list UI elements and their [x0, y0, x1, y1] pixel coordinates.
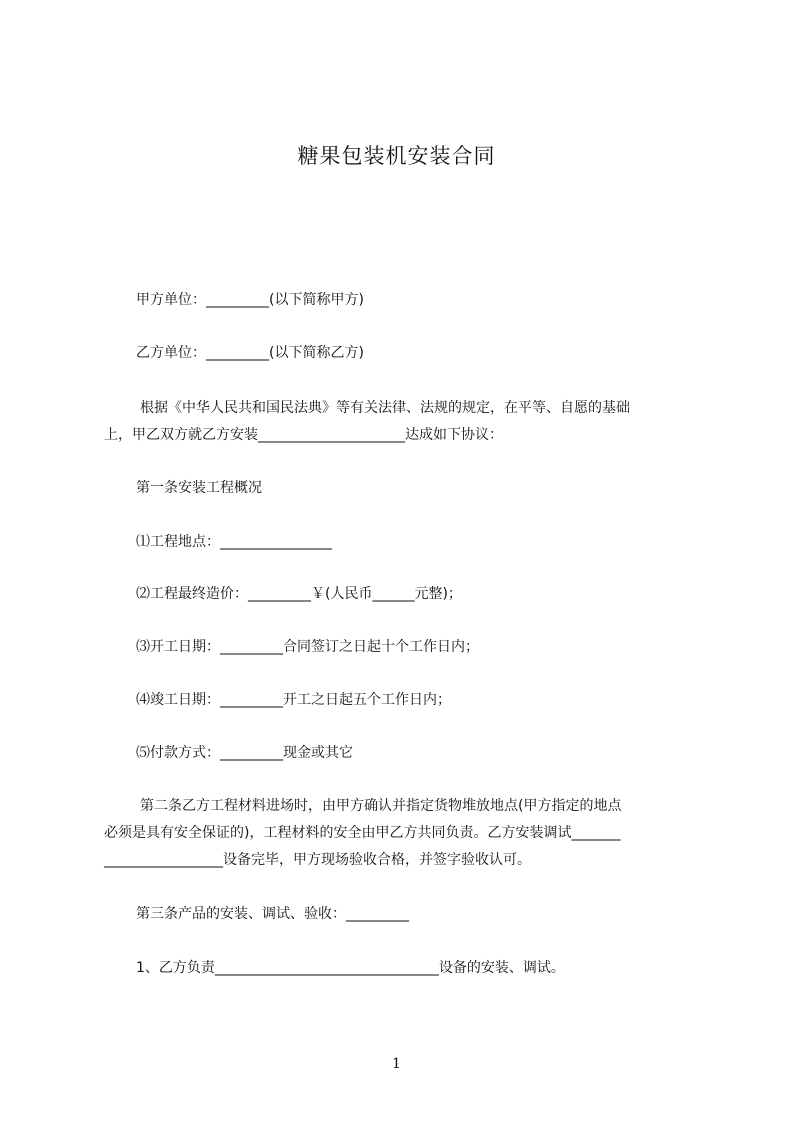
document-title: 糖果包装机安装合同: [297, 144, 496, 168]
article3-clause-1: 1、乙方负责________________________________设备的安装、调试。: [136, 960, 565, 976]
party-a-line: 甲方单位：_________(以下简称甲方): [136, 292, 364, 308]
article3-heading: 第三条产品的安装、调试、验收：_________: [136, 906, 409, 922]
party-b-line: 乙方单位：_________(以下简称乙方): [136, 345, 364, 361]
article2-line-2: 必须是具有安全保证的)，工程材料的安全由甲乙方共同负责。乙方安装调试_______: [104, 825, 621, 841]
article1-item-2: ⑵工程最终造价：_________￥(人民币______元整)；: [136, 586, 462, 602]
article1-heading: 第一条安装工程概况: [136, 480, 262, 496]
intro-line-1: 根据《中华人民共和国民法典》等有关法律、法规的规定，在平等、自愿的基础: [140, 400, 630, 416]
article2-line-1: 第二条乙方工程材料进场时，由甲方确认并指定货物堆放地点(甲方指定的地点: [140, 798, 622, 814]
article1-item-5: ⑸付款方式：_________现金或其它: [136, 745, 353, 761]
article1-item-3: ⑶开工日期：_________合同签订之日起十个工作日内；: [136, 639, 479, 655]
article1-item-4: ⑷竣工日期：_________开工之日起五个工作日内；: [136, 692, 451, 708]
intro-line-2: 上，甲乙双方就乙方安装_____________________达成如下协议：: [104, 427, 503, 443]
article1-item-1: ⑴工程地点：________________: [136, 534, 332, 550]
page-number: 1: [392, 1056, 401, 1072]
article2-line-3: _________________设备完毕，甲方现场验收合格，并签字验收认可。: [104, 852, 531, 868]
